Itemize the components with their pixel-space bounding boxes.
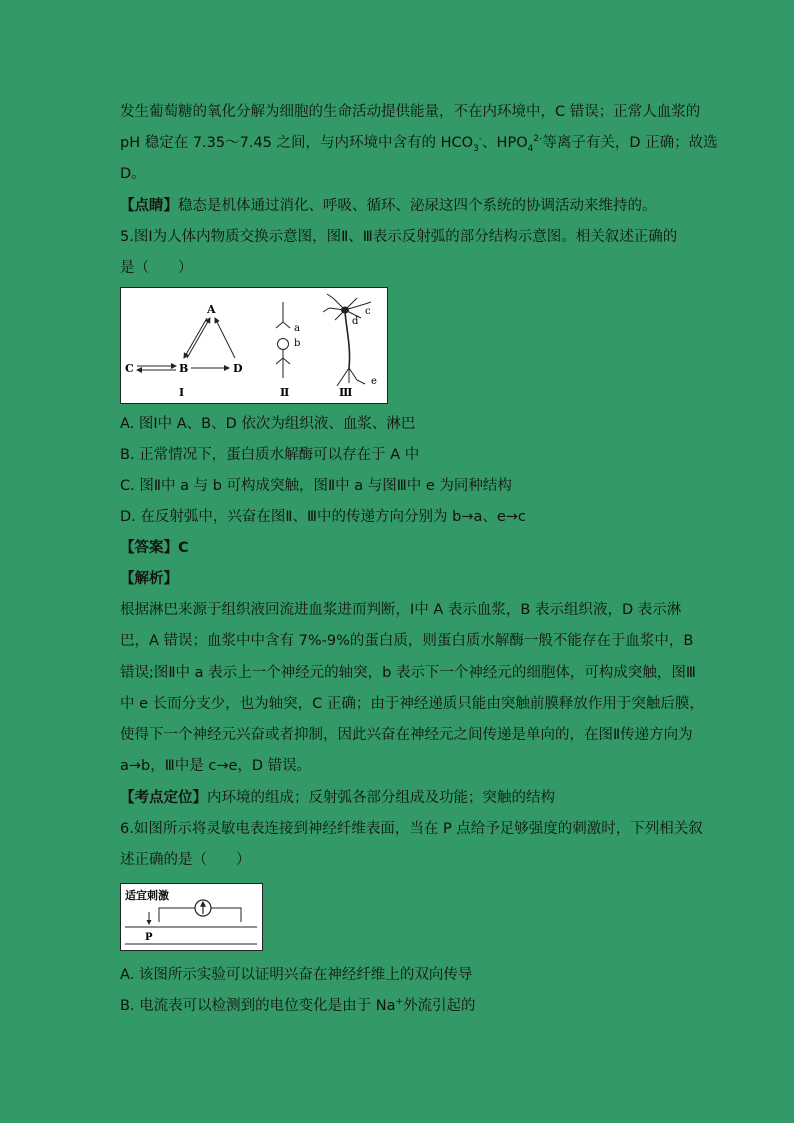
label-P: P [145, 932, 153, 943]
question-5-figure [120, 287, 388, 404]
label-b: b [294, 338, 301, 349]
label-a: a [294, 323, 300, 334]
question-5-stem: 是（ ） [120, 260, 193, 276]
analysis-line: a→b，Ⅲ中是 c→e，D 错误。 [120, 758, 312, 774]
knowledge-point-tag: 【考点定位】 [120, 790, 207, 806]
note-line: 【点睛】稳态是机体通过消化、呼吸、循环、泌尿这四个系统的协调活动来维持的。 [120, 198, 657, 214]
label-A: A [207, 303, 216, 316]
arrow-B-A [187, 318, 210, 358]
question-6-option-a: A. 该图所示实验可以证明兴奋在神经纤维上的双向传导 [120, 967, 473, 983]
note-tag: 【点睛】 [120, 198, 178, 214]
arrow-A-B [184, 318, 207, 358]
analysis-line: 巴，A 错误；血浆中中含有 7%-9%的蛋白质，则蛋白质水解酶一般不能存在于血浆中，B [120, 633, 694, 649]
analysis-line: 错误;图Ⅱ中 a 表示上一个神经元的轴突，b 表示下一个神经元的细胞体，可构成突触，图Ⅲ [120, 665, 696, 681]
label-B: B [179, 362, 189, 375]
question-5-option-d: D. 在反射弧中，兴奋在图Ⅱ、Ⅲ中的传递方向分别为 b→a、e→c [120, 509, 526, 525]
analysis-line: 使得下一个神经元兴奋或者抑制，因此兴奋在神经元之间传递是单向的，在图Ⅱ传递方向为 [120, 727, 693, 743]
question-6-option-b: B. 电流表可以检测到的电位变化是由于 Na+外流引起的 [120, 997, 476, 1014]
arrow-D-A [215, 318, 235, 358]
left-electrode [159, 908, 195, 922]
stimulus-title: 适宜刺激 [125, 889, 169, 902]
caption-III: Ⅲ [339, 386, 353, 399]
question-5-option-a: A. 图Ⅰ中 A、B、D 依次为组织液、血浆、淋巴 [120, 416, 416, 432]
text-line: 发生葡萄糖的氧化分解为细胞的生命活动提供能量，不在内环境中，C 错误；正常人血浆的 [120, 104, 701, 120]
synapse-terminal [276, 322, 290, 328]
label-D: D [233, 362, 243, 375]
question-6-stem: 述正确的是（ ） [120, 852, 251, 868]
label-c: c [365, 306, 371, 317]
figure-6-diagram [121, 884, 261, 949]
question-5-option-b: B. 正常情况下，蛋白质水解酶可以存在于 A 中 [120, 447, 420, 463]
label-C: C [125, 362, 134, 375]
label-e: e [371, 376, 377, 387]
text-line: pH 稳定在 7.35～7.45 之间，与内环境中含有的 $HCO_3^-$、$HPO_4^{2-}$等离子有关，D 正确；故选 [120, 134, 718, 154]
analysis-line: 根据淋巴来源于组织液回流进血浆进而判断，Ⅰ中 A 表示血浆，B 表示组织液，D 表示淋 [120, 602, 682, 618]
text-line: D。 [120, 166, 146, 182]
caption-II: Ⅱ [280, 386, 290, 399]
analysis-line: 中 e 长而分支少，也为轴突，C 正确；由于神经递质只能由突触前膜释放作用于突触后膜， [120, 696, 704, 712]
knowledge-point-line: 【考点定位】内环境的组成；反射弧各部分组成及功能；突触的结构 [120, 790, 555, 806]
cell-body [278, 339, 289, 350]
analysis-tag: 【解析】 [120, 571, 178, 587]
question-6-figure [120, 883, 263, 951]
caption-I: Ⅰ [179, 386, 185, 399]
label-d: d [352, 316, 359, 327]
question-5-option-c: C. 图Ⅱ中 a 与 b 可构成突触，图Ⅱ中 a 与图Ⅲ中 e 为同种结构 [120, 478, 512, 494]
answer-line: 【答案】C [120, 540, 189, 556]
question-6-stem: 6.如图所示将灵敏电表连接到神经纤维表面，当在 P 点给予足够强度的刺激时，下列相关叙 [120, 821, 703, 837]
question-5-stem: 5.图Ⅰ为人体内物质交换示意图，图Ⅱ、Ⅲ表示反射弧的部分结构示意图。相关叙述正确的 [120, 229, 678, 245]
figure-5-diagram [121, 288, 386, 402]
right-electrode [211, 908, 241, 922]
neuron-soma [341, 307, 349, 314]
